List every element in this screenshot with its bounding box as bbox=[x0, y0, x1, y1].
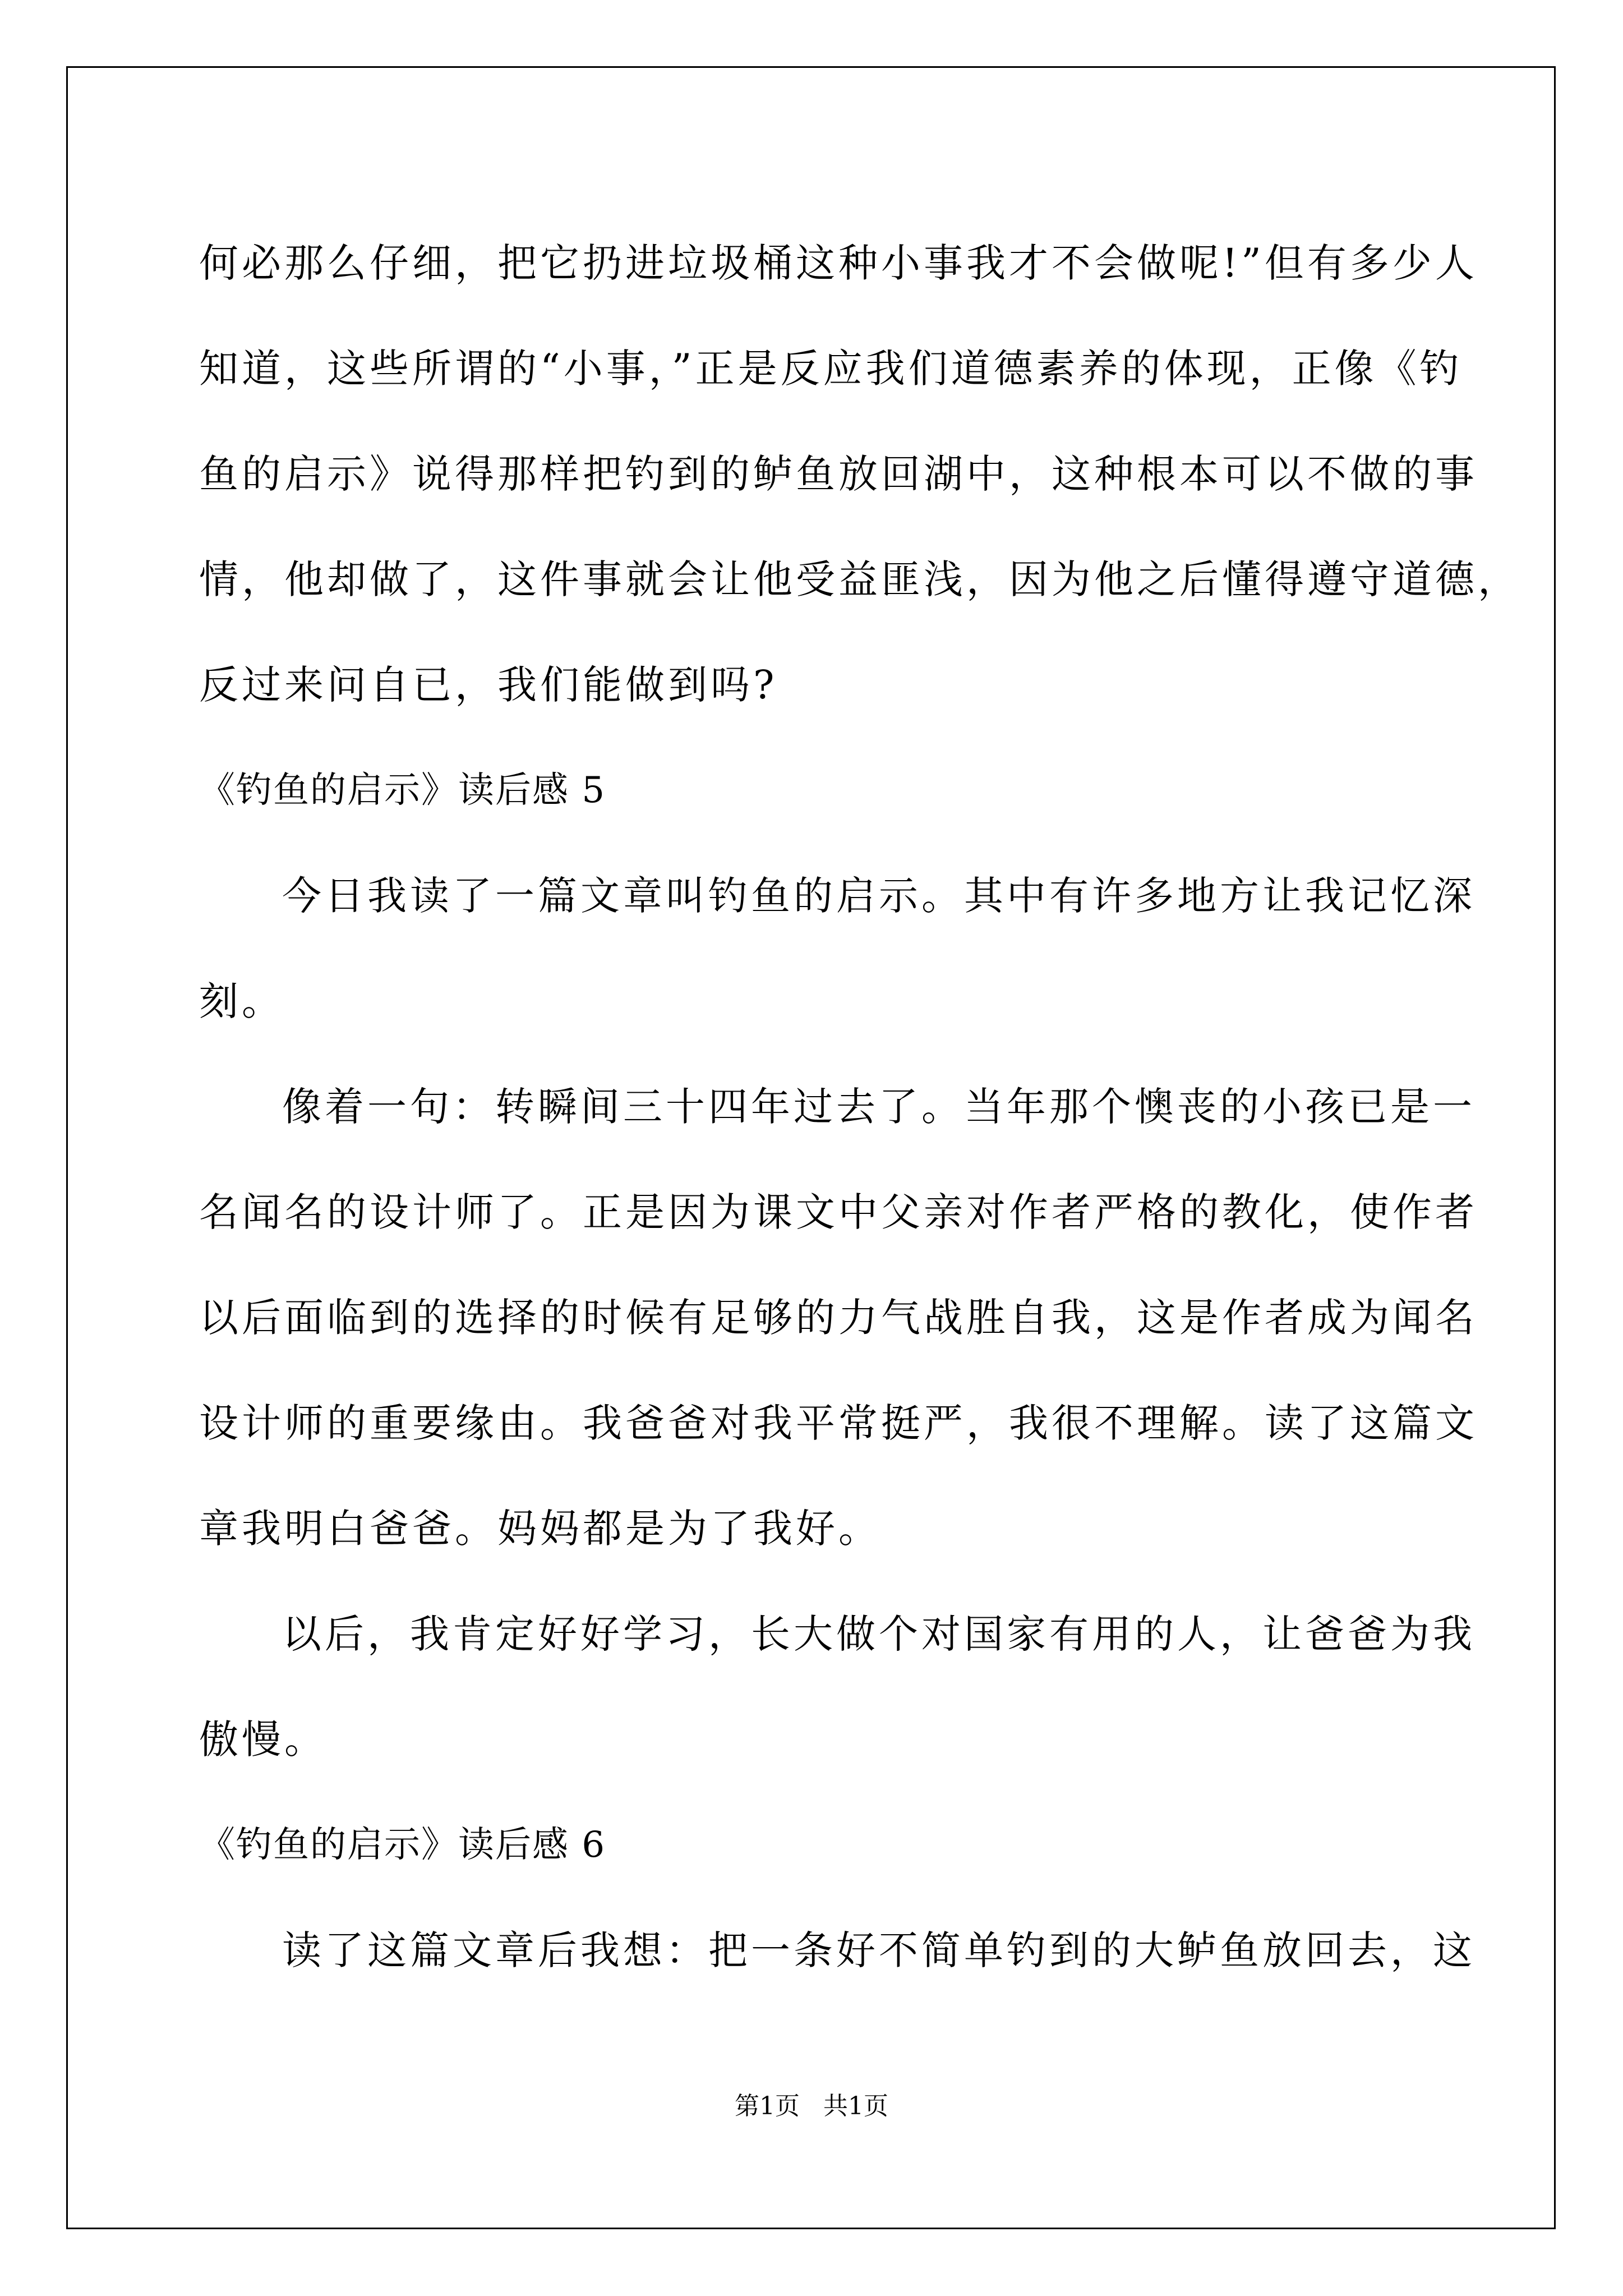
page-footer bbox=[0, 2086, 1623, 2122]
document-body bbox=[199, 210, 1520, 2003]
text-line: 以后，我肯定好好学习，长大做个对国家有用的人，让爸爸为我 bbox=[282, 1611, 1476, 1657]
section-heading: 《钓鱼的启示》读后感 6 bbox=[199, 1824, 606, 1866]
text-line: 名闻名的设计师了。正是因为课文中父亲对作者严格的教化，使作者 bbox=[199, 1189, 1478, 1235]
text-line: 情，他却做了，这件事就会让他受益匪浅，因为他之后懂得遵守道德， bbox=[199, 556, 1520, 602]
text-line: 今日我读了一篇文章叫钓鱼的启示。其中有许多地方让我记忆深 bbox=[282, 873, 1476, 919]
text-line: 知道，这些所谓的“小事，”正是反应我们道德素养的体现，正像《钓 bbox=[199, 346, 1463, 392]
page-total: 共1页 bbox=[823, 2092, 888, 2120]
section-heading: 《钓鱼的启示》读后感 5 bbox=[199, 770, 606, 811]
text-line: 读了这篇文章后我想：把一条好不简单钓到的大鲈鱼放回去，这 bbox=[282, 1927, 1476, 1973]
page-number: 第1页 bbox=[735, 2092, 800, 2120]
text-line: 傲慢。 bbox=[199, 1717, 327, 1763]
text-line: 以后面临到的选择的时候有足够的力气战胜自我，这是作者成为闻名 bbox=[199, 1295, 1478, 1341]
text-line: 设计师的重要缘由。我爸爸对我平常挺严，我很不理解。读了这篇文 bbox=[199, 1400, 1478, 1446]
text-line: 何必那么仔细，把它扔进垃圾桶这种小事我才不会做呢!”但有多少人 bbox=[199, 240, 1478, 286]
text-line: 反过来问自已，我们能做到吗? bbox=[199, 662, 778, 708]
text-line: 刻。 bbox=[199, 978, 284, 1024]
text-line: 鱼的启示》说得那样把钓到的鲈鱼放回湖中，这种根本可以不做的事 bbox=[199, 451, 1478, 497]
text-line: 章我明白爸爸。妈妈都是为了我好。 bbox=[199, 1506, 881, 1552]
text-line: 像着一句：转瞬间三十四年过去了。当年那个懊丧的小孩已是一 bbox=[282, 1084, 1476, 1130]
